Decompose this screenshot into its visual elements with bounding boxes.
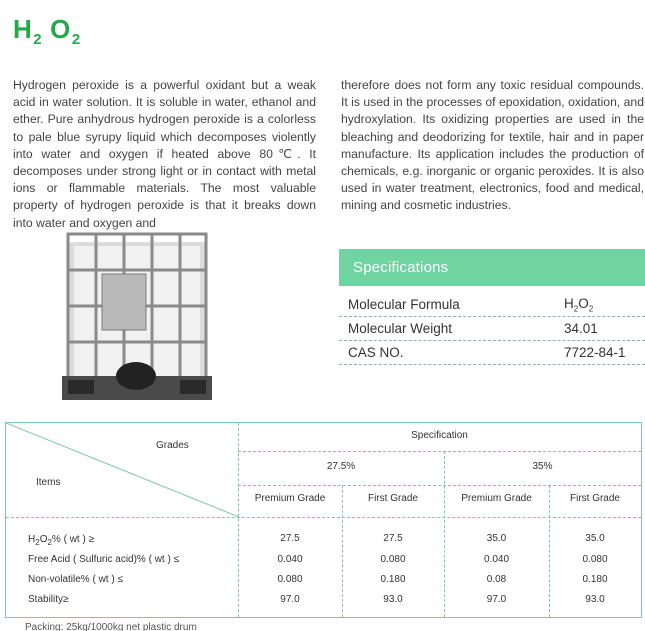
intro-left-column: Hydrogen peroxide is a powerful oxidant but a weak acid in water solution. It is soluble in water, ethanol and ether. Pure anhydrous hydrogen peroxide is a colorless to pale blue syrupy liquid which decomposes violently into water and oxygen if heated above 80℃. It decomposes under strong light or in contact with metal ions or flammable materials. The most valuable property of hydrogen peroxide is that it breaks down into water and oxygen and (13, 78, 316, 230)
ibc-tank-image (62, 228, 212, 400)
corner-diagonal (6, 423, 239, 517)
spec-value: $H_2O_2$ (564, 295, 594, 314)
spec-value: 34.01 (564, 321, 598, 336)
spec-label: CAS NO. (348, 345, 404, 360)
spec-row (339, 293, 645, 317)
table-divider (6, 517, 641, 518)
table-cell: 27.5 (383, 533, 403, 544)
table-cell: 0.080 (582, 554, 608, 565)
concentration-label: 27.5% (326, 461, 356, 472)
table-divider (238, 451, 641, 452)
concentration-label: 35% (532, 461, 553, 472)
corner-grades-label: Grades (156, 440, 189, 451)
table-cell: 0.180 (582, 574, 608, 585)
corner-items-label: Items (36, 477, 61, 488)
table-cell: 0.180 (380, 574, 406, 585)
item-label: Free Acid ( Sulfuric acid)% ( wt ) ≤ (28, 554, 180, 565)
grade-name: First Grade (569, 493, 620, 504)
grade-name: Premium Grade (461, 493, 532, 504)
table-divider (238, 485, 641, 486)
table-cell: 93.0 (585, 594, 605, 605)
intro-right-column: therefore does not form any toxic residual compounds. It is used in the processes of epoxidation, oxidation, and hydroxylation. Its oxidizing properties are used in the bleaching and deodorizing for textile, hair and in paper manufacture. Its application includes the production of chemicals, e.g. inorganic or organic peroxides. It is also used in water treatment, electronics, food and medical, mining and cosmetic industries. (341, 78, 644, 213)
page-title: $H_2$ $O_2$ (13, 14, 81, 48)
item-label: Non-volatile% ( wt ) ≤ (28, 574, 123, 585)
spec-label: Molecular Weight (348, 321, 453, 336)
spec-value: 7722-84-1 (564, 345, 626, 360)
table-cell: 27.5 (280, 533, 300, 544)
table-cell: 0.040 (483, 554, 510, 565)
table-cell: 35.0 (585, 533, 605, 544)
table-cell: 0.08 (486, 574, 507, 585)
table-cell: 97.0 (280, 594, 300, 605)
spec-row (339, 341, 645, 365)
table-cell: 93.0 (383, 594, 403, 605)
grades-table (5, 422, 642, 618)
specifications-list (339, 293, 645, 365)
table-divider (238, 423, 239, 617)
spec-label: Molecular Formula (348, 297, 460, 312)
spec-row (339, 317, 645, 341)
item-label: $H_2O_2\%$ ( wt ) ≥ (28, 534, 95, 547)
item-label: Stability≥ (28, 594, 69, 605)
packing-note: Packing: 25kg/1000kg net plastic drum (25, 622, 197, 631)
specifications-header: Specifications (339, 249, 645, 286)
table-cell: 0.040 (277, 554, 303, 565)
table-cell: 35.0 (486, 533, 507, 544)
table-cell: 0.080 (277, 574, 303, 585)
grade-name: First Grade (367, 493, 418, 504)
table-cell: 97.0 (486, 594, 507, 605)
specification-label: Specification (411, 430, 468, 441)
table-cell: 0.080 (380, 554, 406, 565)
grade-name: Premium Grade (254, 493, 326, 504)
